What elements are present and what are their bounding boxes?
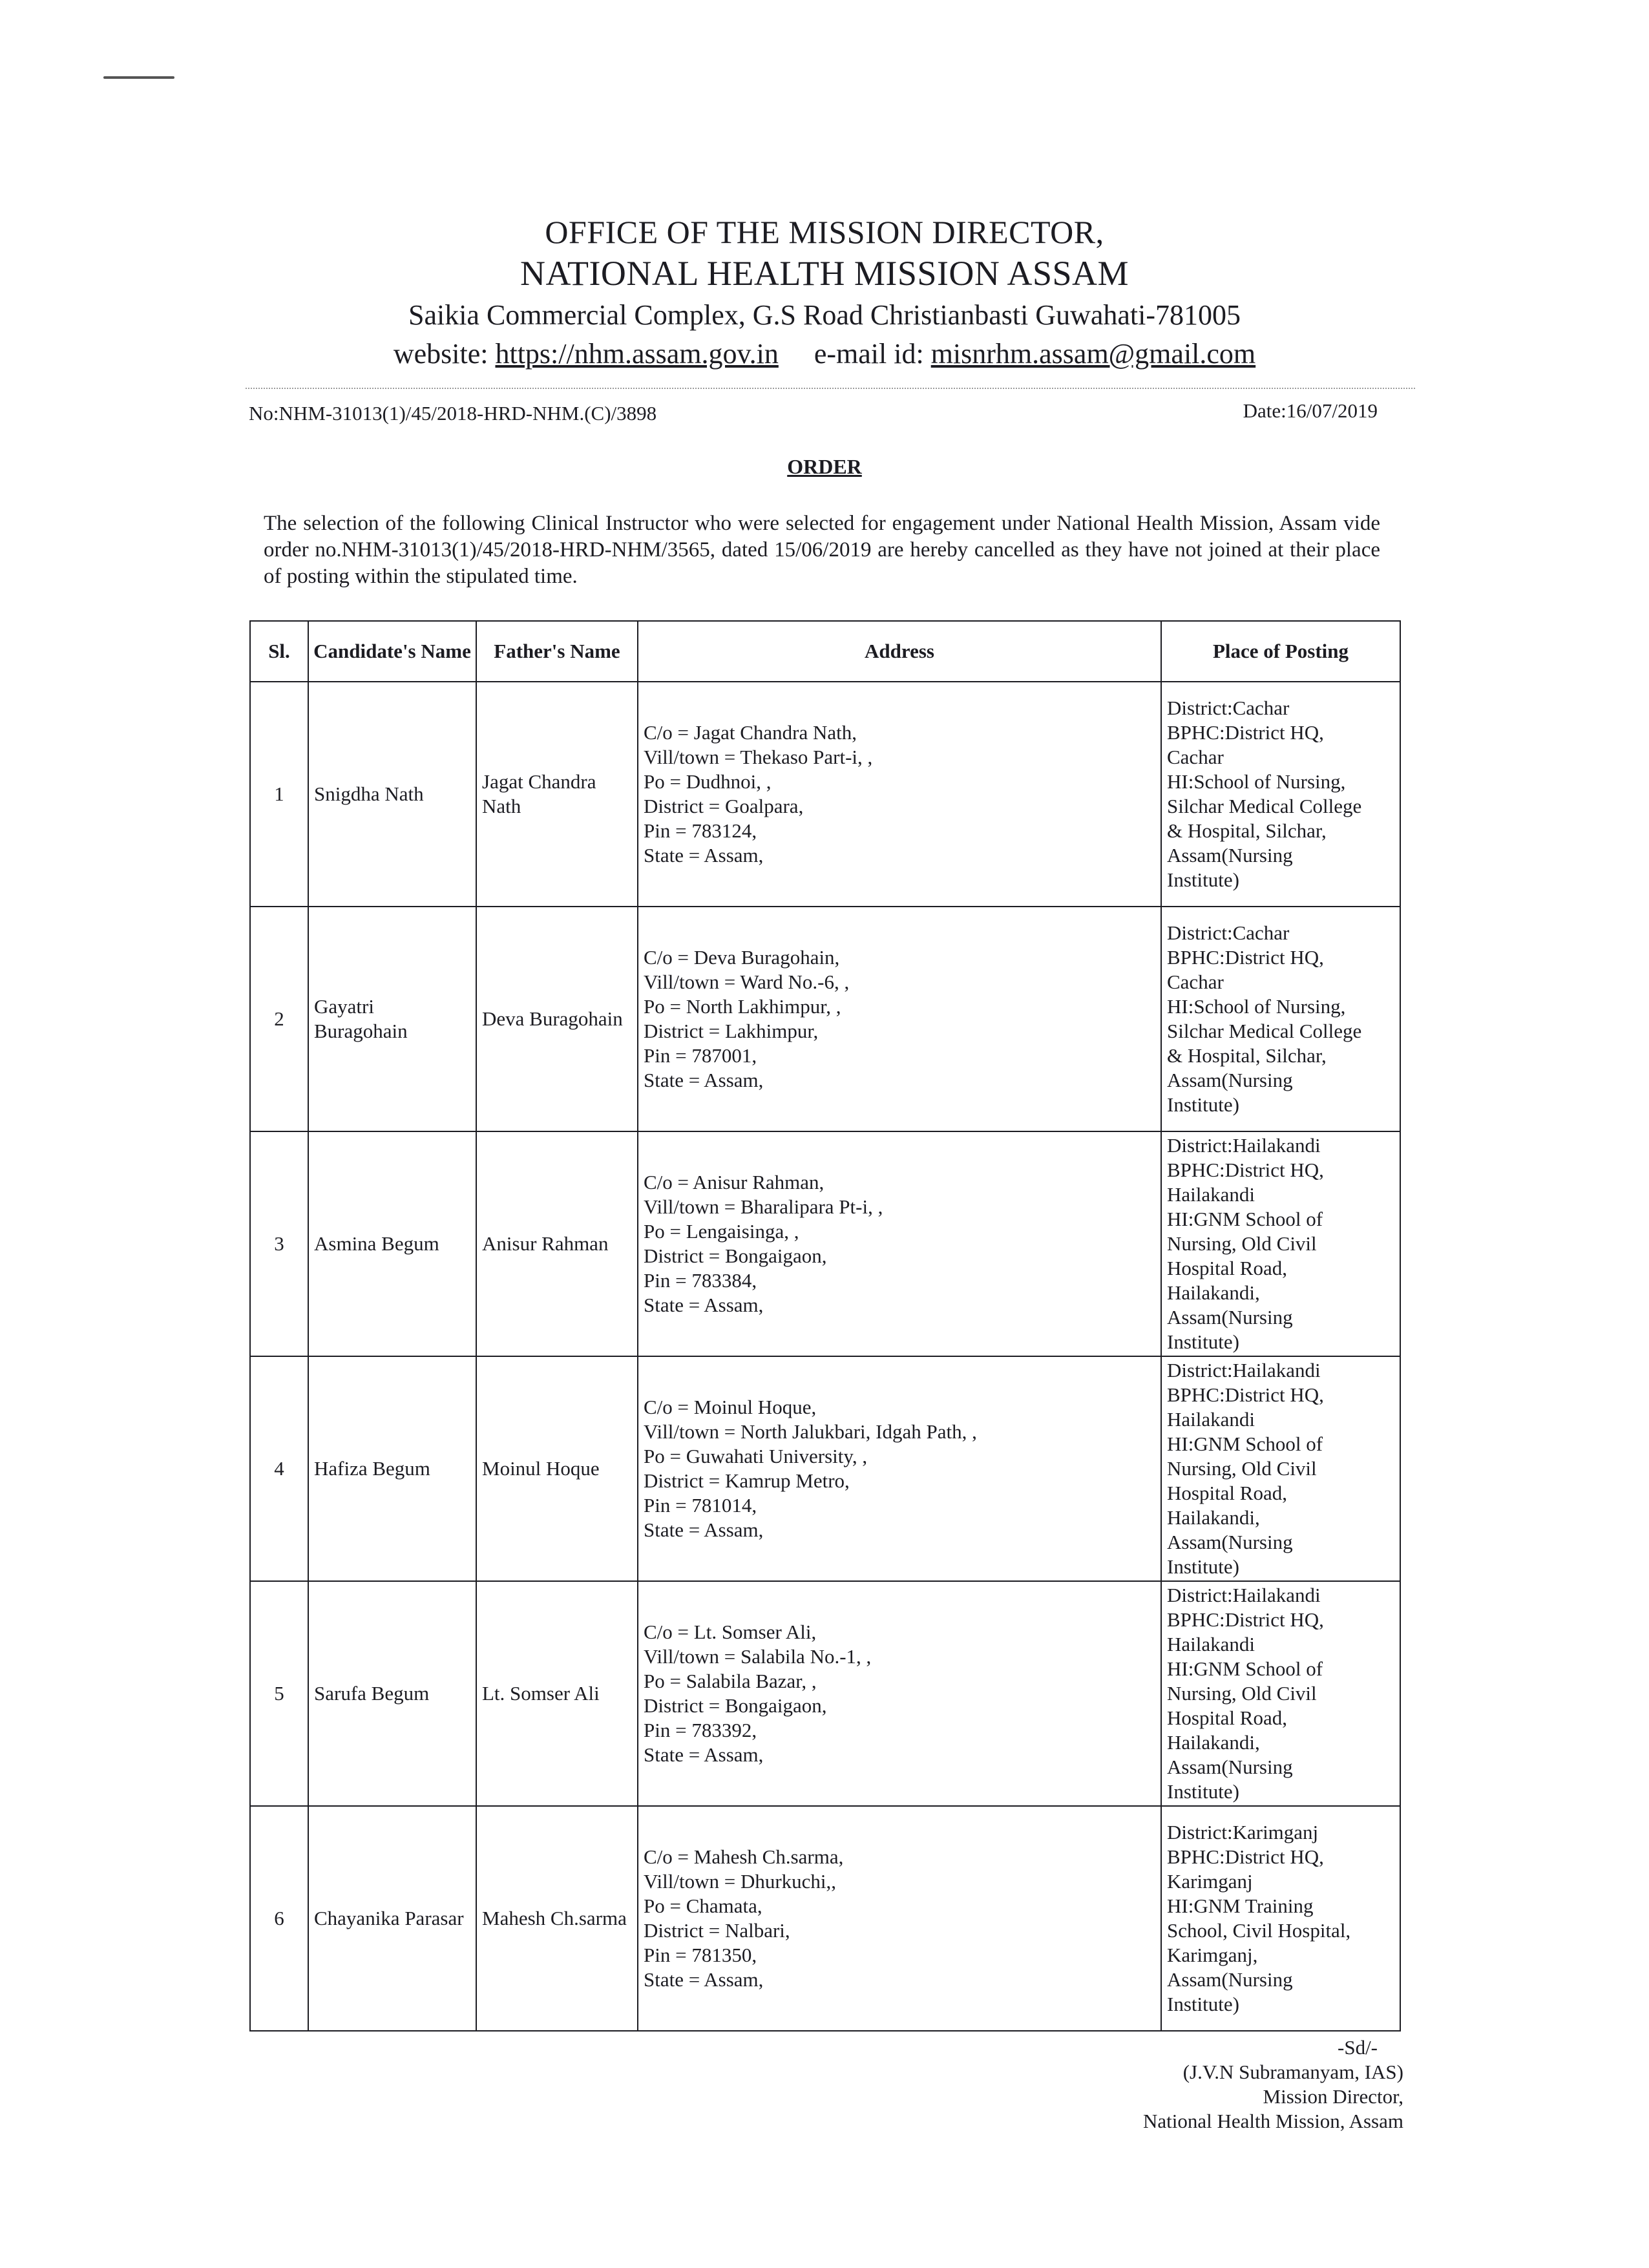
signatory-organization: National Health Mission, Assam (1143, 2110, 1403, 2132)
header-divider (246, 388, 1415, 389)
col-header-posting: Place of Posting (1161, 621, 1400, 682)
row-father-name: Lt. Somser Ali (476, 1581, 638, 1806)
signatory-name: (J.V.N Subramanyam, IAS) (1182, 2061, 1403, 2083)
address-line: District = Bongaigaon, (644, 1244, 827, 1267)
signatory-designation: Mission Director, (1263, 2085, 1403, 2108)
scan-mark (103, 76, 174, 79)
row-candidate-name: Sarufa Begum (308, 1581, 476, 1806)
website-label: website: (393, 338, 488, 370)
email-link[interactable]: misnrhm.assam@gmail.com (930, 338, 1256, 370)
order-heading: ORDER (787, 455, 862, 478)
row-candidate-name: Asmina Begum (308, 1131, 476, 1356)
row-candidate-name: Snigdha Nath (308, 682, 476, 907)
order-date: Date:16/07/2019 (1243, 399, 1378, 422)
posting-line: Hailakandi, (1167, 1506, 1260, 1529)
posting-line: BPHC:District HQ, (1167, 1608, 1324, 1631)
posting-line: Hailakandi, (1167, 1731, 1260, 1754)
posting-line: Karimganj, (1167, 1944, 1258, 1966)
address-line: C/o = Mahesh Ch.sarma, (644, 1845, 844, 1868)
organization-title: NATIONAL HEALTH MISSION ASSAM (520, 254, 1129, 293)
posting-line: HI:School of Nursing, (1167, 770, 1346, 793)
posting-line: Nursing, Old Civil (1167, 1232, 1317, 1255)
address-line: C/o = Anisur Rahman, (644, 1171, 824, 1193)
address-line: Pin = 787001, (644, 1044, 757, 1067)
posting-line: Assam(Nursing (1167, 844, 1293, 866)
address-line: Po = Salabila Bazar, , (644, 1670, 817, 1692)
posting-line: Assam(Nursing (1167, 1069, 1293, 1091)
address-line: C/o = Lt. Somser Ali, (644, 1621, 817, 1643)
posting-line: HI:School of Nursing, (1167, 995, 1346, 1018)
col-header-sl: Sl. (250, 621, 308, 682)
address-line: Vill/town = Ward No.-6, , (644, 971, 850, 993)
address-line: District = Goalpara, (644, 795, 804, 817)
table-header-row (250, 621, 1400, 682)
posting-line: Assam(Nursing (1167, 1531, 1293, 1553)
row-place-of-posting (1161, 1356, 1400, 1581)
address-line: C/o = Jagat Chandra Nath, (644, 721, 857, 744)
address-line: District = Nalbari, (644, 1919, 790, 1942)
table-row (250, 1581, 1400, 1806)
address-line: District = Bongaigaon, (644, 1694, 827, 1717)
row-place-of-posting (1161, 907, 1400, 1131)
posting-line: District:Cachar (1167, 697, 1290, 719)
table-row (250, 1356, 1400, 1581)
row-candidate-name: Gayatri Buragohain (308, 907, 476, 1131)
address-line: Vill/town = Thekaso Part-i, , (644, 746, 873, 768)
address-line: Vill/town = North Jalukbari, Idgah Path, , (644, 1420, 977, 1443)
posting-line: HI:GNM School of (1167, 1433, 1323, 1455)
address-line: Vill/town = Salabila No.-1, , (644, 1645, 872, 1668)
posting-line: HI:GNM School of (1167, 1657, 1323, 1680)
table-row (250, 907, 1400, 1131)
row-father-name: Deva Buragohain (476, 907, 638, 1131)
posting-line: Hailakandi (1167, 1183, 1255, 1206)
posting-line: Nursing, Old Civil (1167, 1457, 1317, 1480)
posting-line: HI:GNM School of (1167, 1208, 1323, 1230)
row-candidate-name: Hafiza Begum (308, 1356, 476, 1581)
address-line: Pin = 783384, (644, 1269, 757, 1292)
posting-line: BPHC:District HQ, (1167, 1845, 1324, 1868)
posting-line: Institute) (1167, 1330, 1239, 1353)
row-father-name: Mahesh Ch.sarma (476, 1806, 638, 2031)
address-line: Po = North Lakhimpur, , (644, 995, 841, 1018)
email-label: e-mail id: (814, 338, 924, 370)
posting-line: District:Hailakandi (1167, 1134, 1321, 1157)
row-address (638, 1806, 1161, 2031)
website-link[interactable]: https://nhm.assam.gov.in (495, 338, 779, 370)
table-body (250, 682, 1400, 2031)
posting-line: Cachar (1167, 971, 1224, 993)
row-place-of-posting (1161, 1131, 1400, 1356)
posting-line: Silchar Medical College (1167, 1020, 1362, 1042)
address-line: Pin = 783392, (644, 1719, 757, 1741)
address-line: State = Assam, (644, 1968, 764, 1991)
row-serial: 1 (250, 682, 308, 907)
posting-line: Nursing, Old Civil (1167, 1682, 1317, 1705)
posting-line: & Hospital, Silchar, (1167, 819, 1327, 842)
reference-number: No:NHM-31013(1)/45/2018-HRD-NHM.(C)/3898 (249, 402, 657, 425)
address-line: C/o = Deva Buragohain, (644, 946, 840, 969)
row-serial: 5 (250, 1581, 308, 1806)
posting-line: Institute) (1167, 1555, 1239, 1578)
address-line: Vill/town = Bharalipara Pt-i, , (644, 1195, 883, 1218)
table-row (250, 1806, 1400, 2031)
posting-line: Assam(Nursing (1167, 1306, 1293, 1328)
posting-line: District:Cachar (1167, 921, 1290, 944)
cancellation-table (249, 620, 1401, 2032)
table-row (250, 1131, 1400, 1356)
address-line: State = Assam, (644, 1743, 764, 1766)
address-line: Po = Lengaisinga, , (644, 1220, 799, 1243)
posting-line: Silchar Medical College (1167, 795, 1362, 817)
posting-line: Assam(Nursing (1167, 1756, 1293, 1778)
posting-line: BPHC:District HQ, (1167, 1383, 1324, 1406)
posting-line: Cachar (1167, 746, 1224, 768)
address-line: District = Lakhimpur, (644, 1020, 819, 1042)
row-serial: 6 (250, 1806, 308, 2031)
posting-line: Hospital Road, (1167, 1257, 1287, 1279)
posting-line: & Hospital, Silchar, (1167, 1044, 1327, 1067)
address-line: Pin = 781014, (644, 1494, 757, 1517)
signature-sd: -Sd/- (1338, 2036, 1378, 2059)
address-line: Po = Dudhnoi, , (644, 770, 772, 793)
row-place-of-posting (1161, 682, 1400, 907)
row-candidate-name: Chayanika Parasar (308, 1806, 476, 2031)
row-father-name: Anisur Rahman (476, 1131, 638, 1356)
address-line: State = Assam, (644, 1294, 764, 1316)
posting-line: BPHC:District HQ, (1167, 721, 1324, 744)
address-line: State = Assam, (644, 1518, 764, 1541)
posting-line: Institute) (1167, 868, 1239, 891)
address-line: Po = Chamata, (644, 1895, 762, 1917)
row-serial: 2 (250, 907, 308, 1131)
posting-line: District:Hailakandi (1167, 1359, 1321, 1381)
posting-line: Karimganj (1167, 1870, 1253, 1893)
posting-line: District:Karimganj (1167, 1821, 1319, 1843)
col-header-father: Father's Name (476, 621, 638, 682)
row-place-of-posting (1161, 1806, 1400, 2031)
row-address (638, 1581, 1161, 1806)
posting-line: Hospital Road, (1167, 1482, 1287, 1504)
posting-line: Institute) (1167, 1093, 1239, 1116)
address-line: State = Assam, (644, 1069, 764, 1091)
row-address (638, 682, 1161, 907)
posting-line: BPHC:District HQ, (1167, 1159, 1324, 1181)
posting-line: Hailakandi (1167, 1633, 1255, 1655)
posting-line: BPHC:District HQ, (1167, 946, 1324, 969)
posting-line: Hospital Road, (1167, 1706, 1287, 1729)
row-address (638, 1356, 1161, 1581)
signature-block (1143, 2035, 1403, 2134)
posting-line: School, Civil Hospital, (1167, 1919, 1351, 1942)
address-line: Pin = 781350, (644, 1944, 757, 1966)
office-address: Saikia Commercial Complex, G.S Road Christianbasti Guwahati-781005 (408, 299, 1241, 331)
posting-line: Hailakandi, (1167, 1281, 1260, 1304)
posting-line: Assam(Nursing (1167, 1968, 1293, 1991)
posting-line: HI:GNM Training (1167, 1895, 1314, 1917)
row-place-of-posting (1161, 1581, 1400, 1806)
posting-line: Institute) (1167, 1780, 1239, 1803)
row-address (638, 1131, 1161, 1356)
address-line: State = Assam, (644, 844, 764, 866)
address-line: C/o = Moinul Hoque, (644, 1396, 817, 1418)
address-line: Pin = 783124, (644, 819, 757, 842)
posting-line: Hailakandi (1167, 1408, 1255, 1431)
address-line: District = Kamrup Metro, (644, 1469, 850, 1492)
row-father-name: Moinul Hoque (476, 1356, 638, 1581)
order-body: The selection of the following Clinical Instructor who were selected for engagement under National Health Mission, Assam vide order no.NHM-31013(1)/45/2018-HRD-NHM/3565, dated 15/06/2019 are hereby cancelled as they have not joined at their place of posting within the stipulated time. (264, 512, 1380, 588)
row-serial: 4 (250, 1356, 308, 1581)
row-serial: 3 (250, 1131, 308, 1356)
contact-line (0, 337, 1649, 370)
address-line: Po = Guwahati University, , (644, 1445, 868, 1467)
address-line: Vill/town = Dhurkuchi,, (644, 1870, 837, 1893)
col-header-address: Address (638, 621, 1161, 682)
posting-line: Institute) (1167, 1993, 1239, 2015)
row-father-name: Jagat Chandra Nath (476, 682, 638, 907)
col-header-name: Candidate's Name (308, 621, 476, 682)
office-title: OFFICE OF THE MISSION DIRECTOR, (545, 214, 1104, 250)
posting-line: District:Hailakandi (1167, 1584, 1321, 1606)
table-row (250, 682, 1400, 907)
row-address (638, 907, 1161, 1131)
